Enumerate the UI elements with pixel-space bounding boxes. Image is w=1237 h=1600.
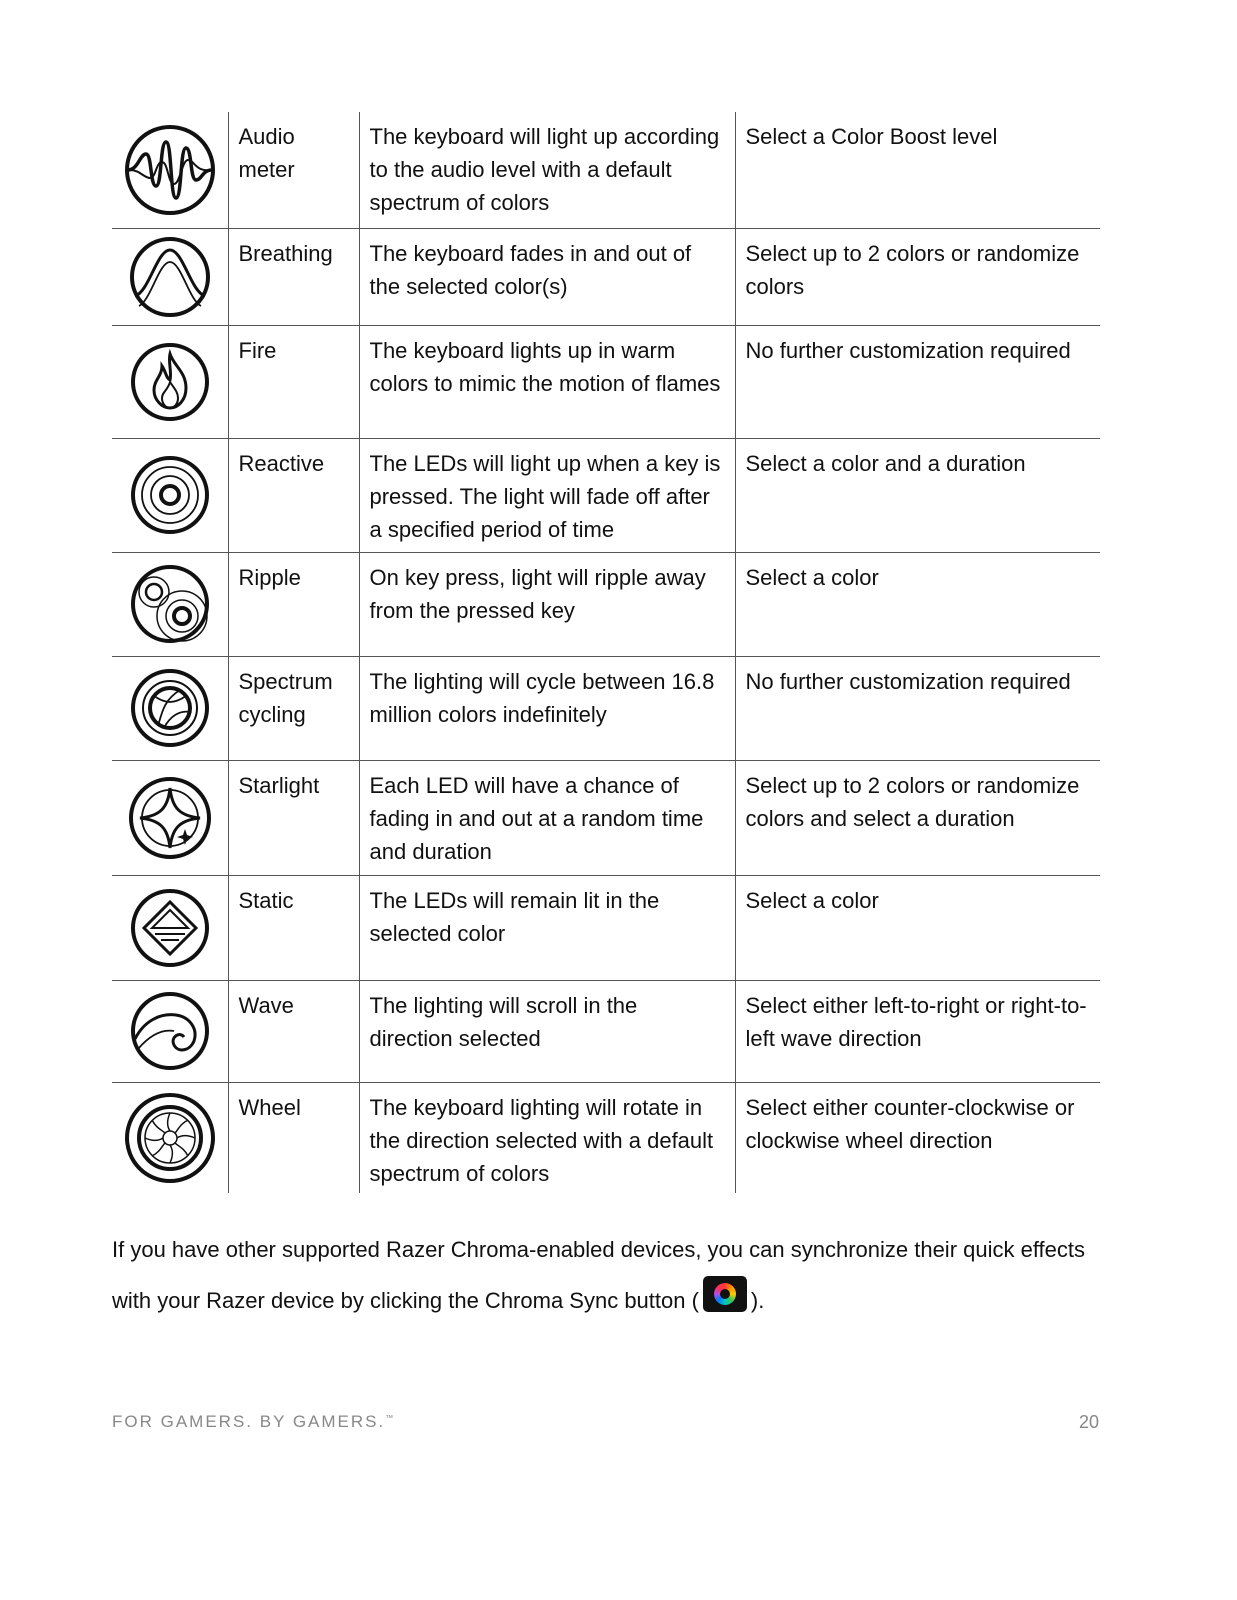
effect-description: Each LED will have a chance of fading in and out at a random time and duration <box>359 760 735 875</box>
effect-name: Wave <box>228 980 359 1082</box>
table-row <box>112 438 1100 552</box>
ripple-icon <box>112 552 228 656</box>
footer-slogan: FOR GAMERS. BY GAMERS.™ <box>112 1412 394 1431</box>
effect-description: The LEDs will light up when a key is pressed. The light will fade off after a specified period of time <box>359 438 735 552</box>
effect-description: The keyboard lights up in warm colors to mimic the motion of flames <box>359 325 735 438</box>
chroma-sync-icon <box>703 1276 747 1312</box>
effect-name: Ripple <box>228 552 359 656</box>
effect-name: Static <box>228 875 359 980</box>
table-row <box>112 325 1100 438</box>
effect-name: Audio meter <box>228 112 359 228</box>
effect-customization: Select either left-to-right or right-to-left wave direction <box>735 980 1100 1082</box>
effect-customization: Select up to 2 colors or randomize colors and select a duration <box>735 760 1100 875</box>
table-row <box>112 552 1100 656</box>
spectrum-cycling-icon <box>112 656 228 760</box>
effect-customization: Select a color and a duration <box>735 438 1100 552</box>
wave-icon <box>112 980 228 1082</box>
table-row <box>112 228 1100 325</box>
chroma-sync-note <box>112 1224 1102 1326</box>
effect-description: The LEDs will remain lit in the selected color <box>359 875 735 980</box>
effect-customization: No further customization required <box>735 656 1100 760</box>
effect-name: Wheel <box>228 1082 359 1193</box>
effect-description: The keyboard will light up according to the audio level with a default spectrum of colors <box>359 112 735 228</box>
sync-note-text: If you have other supported Razer Chroma-enabled devices, you can synchronize their quick effects with your Razer device by clicking the Chroma Sync button ( <box>112 1237 1086 1313</box>
table-row <box>112 112 1100 228</box>
wheel-icon <box>112 1082 228 1193</box>
starlight-icon <box>112 760 228 875</box>
effect-name: Spectrum cycling <box>228 656 359 760</box>
fire-icon <box>112 325 228 438</box>
trademark-symbol: ™ <box>385 1413 394 1423</box>
sync-note-end: ). <box>750 1288 765 1313</box>
effect-description: The lighting will scroll in the direction selected <box>359 980 735 1082</box>
breathing-icon <box>112 228 228 325</box>
static-icon <box>112 875 228 980</box>
effect-customization: Select either counter-clockwise or clockwise wheel direction <box>735 1082 1100 1193</box>
effect-name: Reactive <box>228 438 359 552</box>
table-row <box>112 1082 1100 1193</box>
effect-customization: Select up to 2 colors or randomize colors <box>735 228 1100 325</box>
effect-customization: Select a color <box>735 875 1100 980</box>
effect-customization: Select a color <box>735 552 1100 656</box>
table-row <box>112 875 1100 980</box>
effect-customization: No further customization required <box>735 325 1100 438</box>
table-row <box>112 760 1100 875</box>
effect-description: The keyboard fades in and out of the selected color(s) <box>359 228 735 325</box>
audio-meter-icon <box>112 112 228 228</box>
effect-description: The keyboard lighting will rotate in the direction selected with a default spectrum of colors <box>359 1082 735 1193</box>
effect-description: The lighting will cycle between 16.8 million colors indefinitely <box>359 656 735 760</box>
table-row <box>112 980 1100 1082</box>
effect-name: Starlight <box>228 760 359 875</box>
effect-customization: Select a Color Boost level <box>735 112 1100 228</box>
table-row <box>112 656 1100 760</box>
reactive-icon <box>112 438 228 552</box>
effect-description: On key press, light will ripple away from the pressed key <box>359 552 735 656</box>
page-number: 20 <box>1078 1412 1099 1432</box>
effect-name: Fire <box>228 325 359 438</box>
quick-effects-table <box>112 112 1100 1193</box>
effect-name: Breathing <box>228 228 359 325</box>
